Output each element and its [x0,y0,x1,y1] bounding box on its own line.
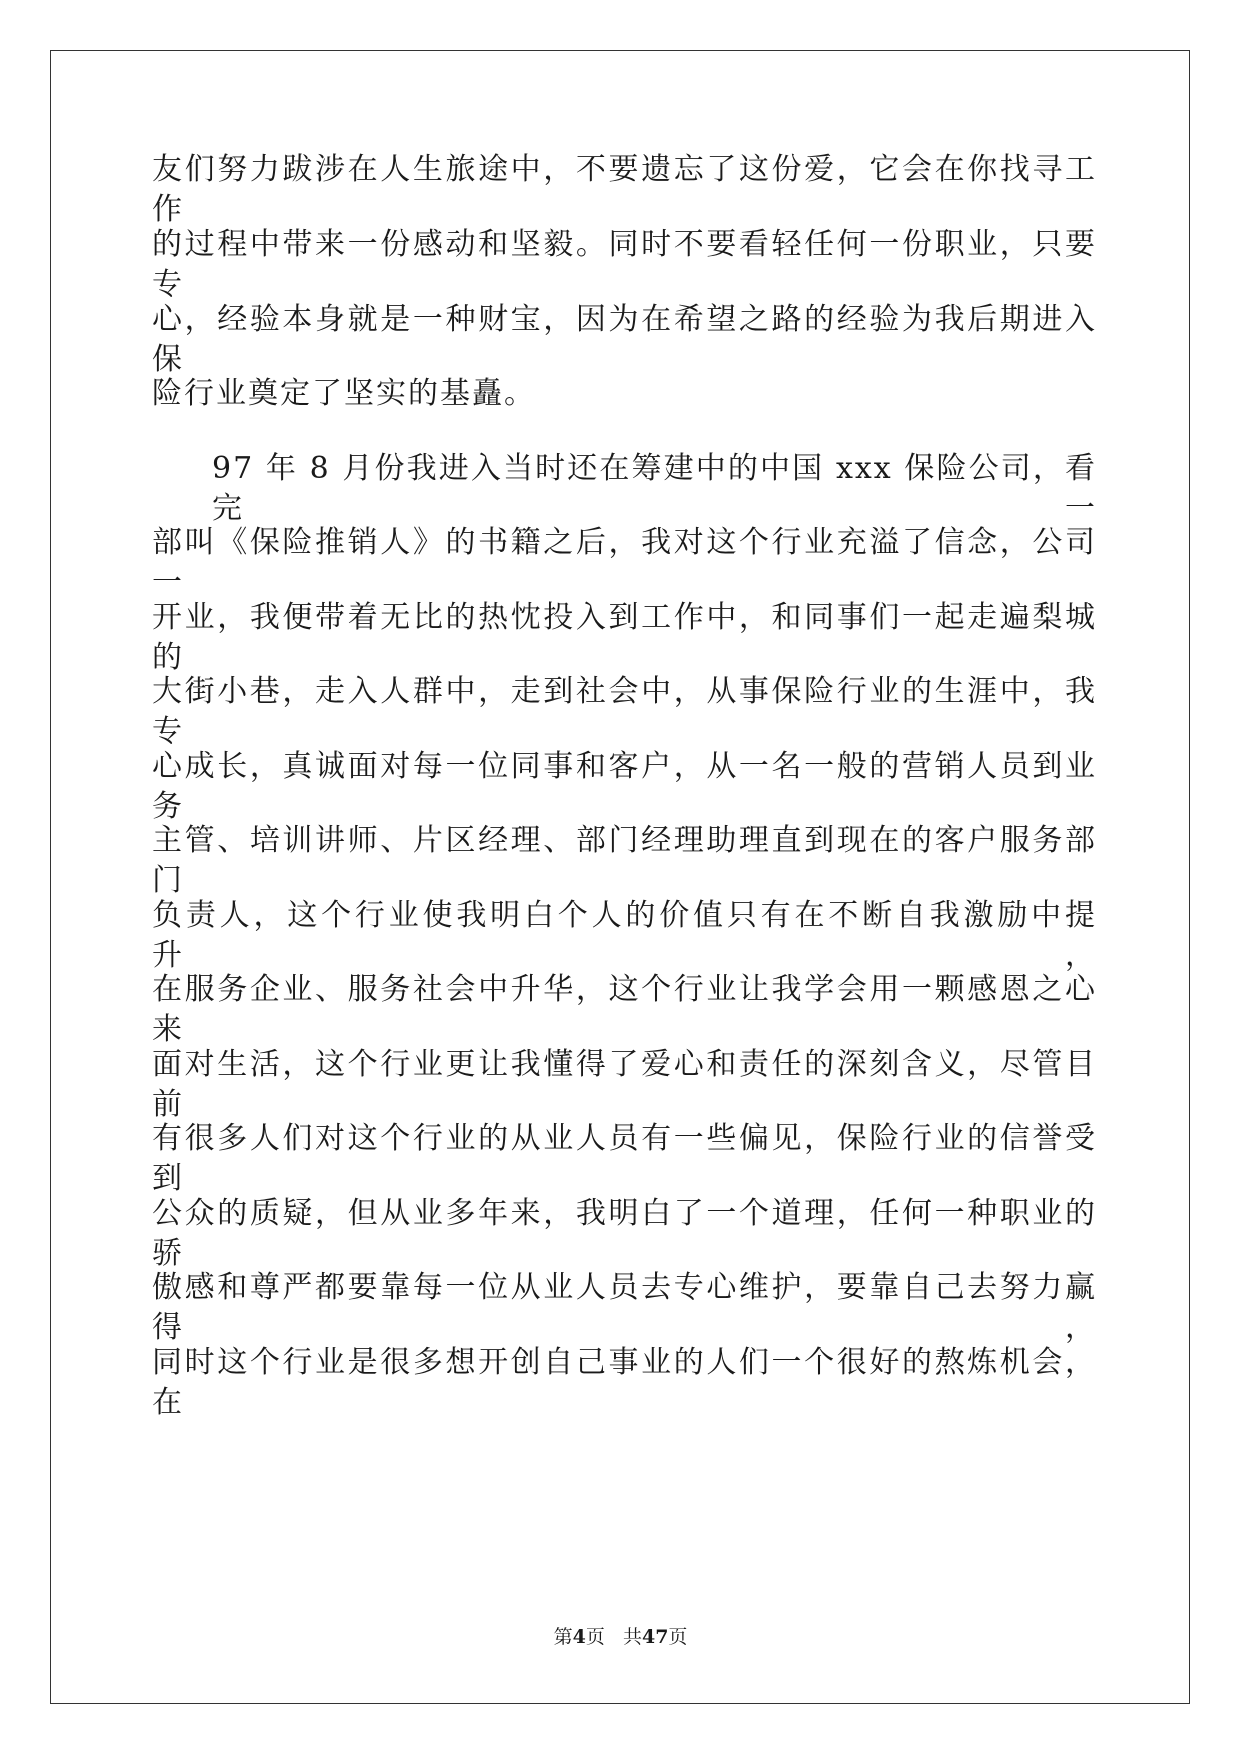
text-line: 险行业奠定了坚实的基矗。 [152,376,536,411]
text-line: 部叫《保险推销人》的书籍之后，我对这个行业充溢了信念，公司一 [152,525,1097,600]
text-line: 同时这个行业是很多想开创自己事业的人们一个很好的熬炼机会，在 [152,1345,1097,1420]
footer-prefix: 第 [553,1626,573,1648]
current-page-number: 4 [572,1626,586,1648]
text-line: 主管、培训讲师、片区经理、部门经理助理直到现在的客户服务部门 [152,823,1097,898]
page-border [50,50,1190,1704]
text-line: 在服务企业、服务社会中升华，这个行业让我学会用一颗感恩之心来 [152,972,1097,1047]
text-line: 傲感和尊严都要靠每一位从业人员去专心维护，要靠自己去努力赢得， [152,1270,1097,1345]
text-line: 公众的质疑，但从业多年来，我明白了一个道理，任何一种职业的骄 [152,1196,1097,1271]
text-line: 心，经验本身就是一种财宝，因为在希望之路的经验为我后期进入保 [152,302,1097,377]
text-line: 大街小巷，走入人群中，走到社会中，从事保险行业的生涯中，我专 [152,674,1097,749]
page-footer [0,1625,1241,1649]
text-line: 负责人，这个行业使我明白个人的价值只有在不断自我激励中提升， [152,898,1097,973]
text-line: 有很多人们对这个行业的从业人员有一些偏见，保险行业的信誉受到 [152,1121,1097,1196]
footer-page-word: 页 [585,1626,605,1648]
text-line: 友们努力跋涉在人生旅途中，不要遗忘了这份爱，它会在你找寻工作 [152,152,1097,227]
footer-total-prefix: 共 [622,1626,642,1648]
text-line: 97 年 8 月份我进入当时还在筹建中的中国 xxx 保险公司，看完一 [212,451,1097,526]
footer-total-suffix: 页 [668,1626,688,1648]
text-line: 面对生活，这个行业更让我懂得了爱心和责任的深刻含义，尽管目前 [152,1047,1097,1122]
text-line: 开业，我便带着无比的热忱投入到工作中，和同事们一起走遍梨城的 [152,600,1097,675]
total-page-count: 47 [641,1626,669,1648]
text-line: 的过程中带来一份感动和坚毅。同时不要看轻任何一份职业，只要专 [152,227,1097,302]
text-line: 心成长，真诚面对每一位同事和客户，从一名一般的营销人员到业务 [152,749,1097,824]
